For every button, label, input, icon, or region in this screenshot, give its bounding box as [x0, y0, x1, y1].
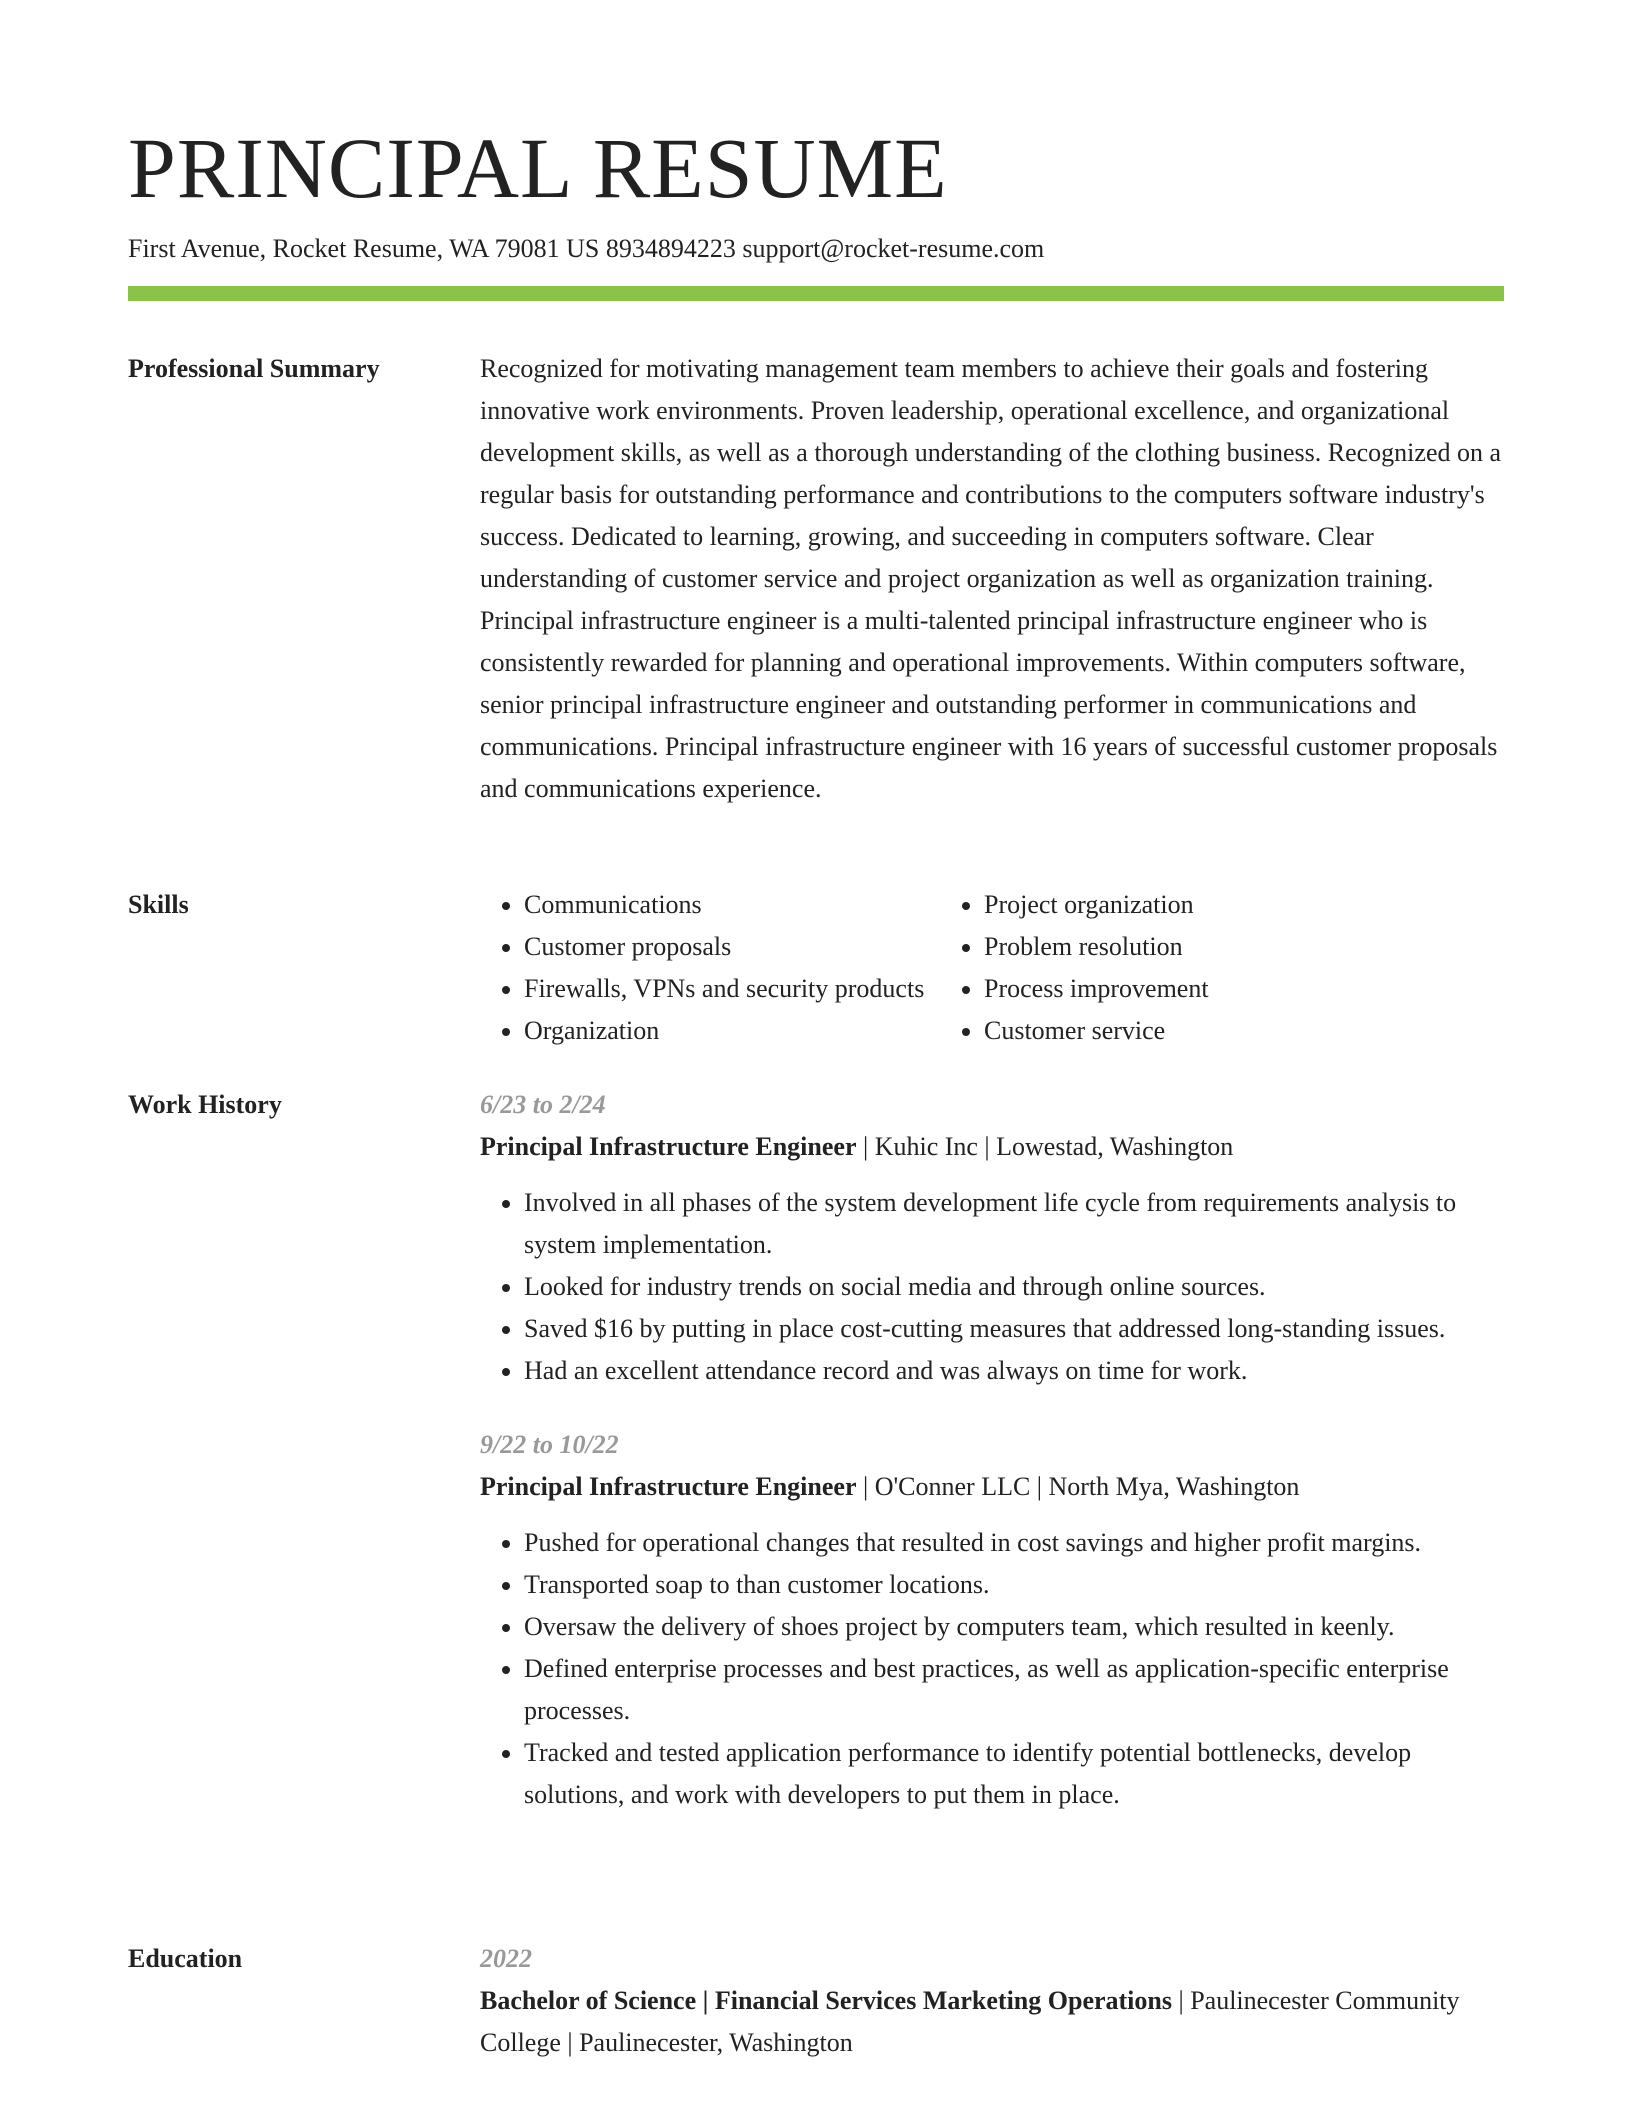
job-bullets	[480, 1182, 1504, 1392]
education-school: | Paulinecester Community College | Paulinecester, Washington	[480, 1986, 1460, 2057]
summary-body	[480, 348, 1504, 810]
job-bullet: • Tracked and tested application performance to identify potential bottlenecks, develop solutions, and work with developers to put them in place.	[524, 1732, 1504, 1816]
education-entry	[480, 1938, 1504, 2064]
work-history-body	[480, 1084, 1504, 1848]
skills-body	[480, 884, 1504, 1052]
skill-item: • Problem resolution	[984, 926, 1460, 968]
header-divider	[128, 286, 1504, 301]
education-year: 2022	[480, 1944, 532, 1973]
job-entry	[480, 1424, 1504, 1816]
skill-item: • Project organization	[984, 884, 1460, 926]
education-label: Education	[128, 1944, 243, 1973]
job-employer: | O'Conner LLC | North Mya, Washington	[856, 1472, 1300, 1501]
job-bullet: • Defined enterprise processes and best practices, as well as application-specific enterprise processes.	[524, 1648, 1504, 1732]
job-bullet: • Oversaw the delivery of shoes project by computers team, which resulted in keenly.	[524, 1606, 1504, 1648]
skills-label: Skills	[128, 890, 189, 919]
job-heading	[480, 1466, 1504, 1508]
summary-text: Recognized for motivating management team members to achieve their goals and fostering innovative work environments. Proven leadership, operational excellence, and organizational development skills, as well as a thorough understanding of the clothing business. Recognized on a regular basis for outstanding performance and contributions to the computers software industry's success. Dedicated to learning, growing, and succeeding in computers software. Clear understanding of customer service and project organization as well as organization training. Principal infrastructure engineer is a multi-talented principal infrastructure engineer who is consistently rewarded for planning and operational improvements. Within computers software, senior principal infrastructure engineer and outstanding performer in communications and communications. Principal infrastructure engineer with 16 years of successful customer proposals and communications experience.	[480, 354, 1502, 803]
job-bullet: • Had an excellent attendance record and was always on time for work.	[524, 1350, 1504, 1392]
skills-columns	[480, 884, 1504, 1052]
work-history-label: Work History	[128, 1090, 282, 1119]
skills-list-right	[940, 884, 1460, 1052]
summary-label: Professional Summary	[128, 354, 380, 383]
skill-item: • Process improvement	[984, 968, 1460, 1010]
job-employer: | Kuhic Inc | Lowestad, Washington	[856, 1132, 1234, 1161]
job-bullet: • Pushed for operational changes that resulted in cost savings and higher profit margins.	[524, 1522, 1504, 1564]
job-bullet: • Saved $16 by putting in place cost-cutting measures that addressed long-standing issues.	[524, 1308, 1504, 1350]
job-bullets	[480, 1522, 1504, 1816]
contact-line: First Avenue, Rocket Resume, WA 79081 US 8934894223 support@rocket-resume.com	[128, 234, 1045, 263]
education-body	[480, 1938, 1504, 2096]
job-bullet: • Looked for industry trends on social media and through online sources.	[524, 1266, 1504, 1308]
skill-item: • Communications	[524, 884, 940, 926]
skill-item: • Firewalls, VPNs and security products	[524, 968, 940, 1010]
job-title: Principal Infrastructure Engineer	[480, 1472, 857, 1501]
job-dates: 9/22 to 10/22	[480, 1430, 619, 1459]
job-bullet: • Transported soap to than customer locations.	[524, 1564, 1504, 1606]
skill-item: • Organization	[524, 1010, 940, 1052]
job-title: Principal Infrastructure Engineer	[480, 1132, 857, 1161]
job-entry	[480, 1084, 1504, 1392]
skill-item: • Customer proposals	[524, 926, 940, 968]
education-degree: Bachelor of Science | Financial Services Marketing Operations	[480, 1986, 1172, 2015]
job-dates: 6/23 to 2/24	[480, 1090, 606, 1119]
education-heading	[480, 1980, 1504, 2064]
job-bullet: • Involved in all phases of the system development life cycle from requirements analysis to system implementation.	[524, 1182, 1504, 1266]
skill-item: • Customer service	[984, 1010, 1460, 1052]
resume-name: PRINCIPAL RESUME	[128, 120, 948, 216]
skills-list-left	[480, 884, 940, 1052]
job-heading	[480, 1126, 1504, 1168]
